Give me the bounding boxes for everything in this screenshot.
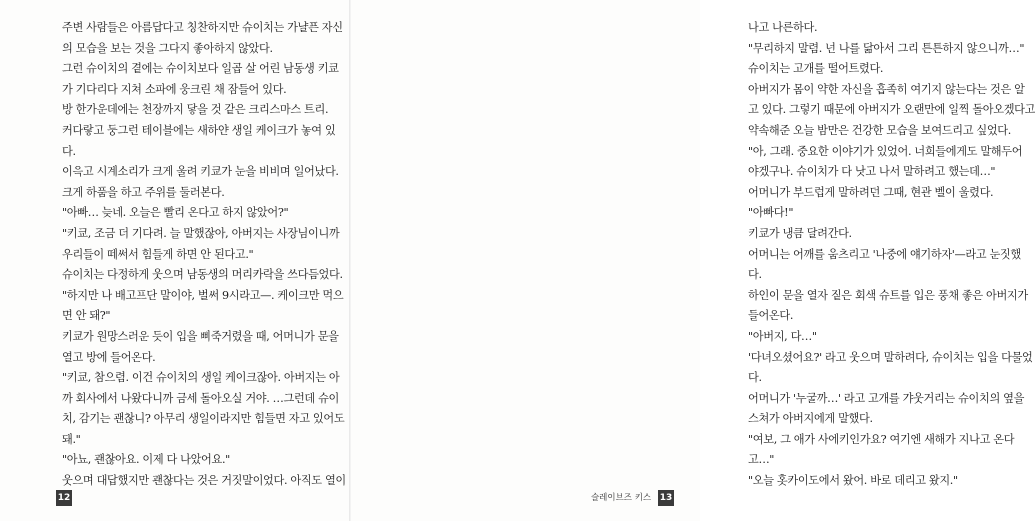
text-line: 고 있다. 그렇기 때문에 아버지가 오랜만에 일찍 돌아오겠다고 xyxy=(748,103,1035,117)
text-line: "무리하지 말렴. 넌 나를 닮아서 그리 튼튼하지 않으니까…" xyxy=(748,41,1025,55)
text-line: "여보, 그 애가 사에키인가요? 여기엔 새해가 지나고 온다 xyxy=(748,432,1015,446)
text-line: 어머니가 부드럽게 말하려던 그때, 현관 벨이 울렸다. xyxy=(748,185,994,199)
text-line: "오늘 홋카이도에서 왔어. 바로 데리고 왔지." xyxy=(748,474,958,488)
text-line: 까 회사에서 나왔다니까 금세 돌아오실 거야. …그런데 슈이 xyxy=(62,391,340,405)
text-line: 의 모습을 보는 것을 그다지 좋아하지 않았다. xyxy=(62,41,273,55)
text-line: 치, 감기는 괜찮니? 아무리 생일이라지만 힘들면 자고 있어도 xyxy=(62,412,345,426)
text-line: 들어온다. xyxy=(748,309,794,323)
text-line: "아빠다!" xyxy=(748,206,794,220)
text-line: 나고 나른하다. xyxy=(748,21,818,34)
text-line: 면 안 돼?" xyxy=(62,309,111,323)
text-line: 약속해준 오늘 밤만은 건강한 모습을 보여드리고 싶었다. xyxy=(748,123,1011,137)
text-line: 고…" xyxy=(748,453,775,467)
text-line: 슈이치는 다정하게 웃으며 남동생의 머리카락을 쓰다듬었다. xyxy=(62,268,343,282)
text-line: 아버지가 몸이 약한 자신을 흡족히 여기지 않는다는 것은 알 xyxy=(748,82,1025,96)
text-line: 크게 하품을 하고 주위를 둘러본다. xyxy=(62,185,225,199)
text-line: "하지만 나 배고프단 말이야, 벌써 9시라고—. 케이크만 먹으 xyxy=(62,288,344,302)
text-line: 가 기다리다 지쳐 소파에 웅크린 채 잠들어 있다. xyxy=(62,82,287,96)
text-line: 방 한가운데에는 천장까지 닿을 것 같은 크리스마스 트리. xyxy=(62,103,329,117)
text-line: 다. xyxy=(62,144,76,158)
text-line: 우리들이 떼써서 힘들게 하면 안 된다고." xyxy=(62,247,254,261)
text-line: 열고 방에 들어온다. xyxy=(62,350,156,364)
text-line: 웃으며 대답했지만 괜찮다는 것은 거짓말이었다. 아직도 열이 xyxy=(62,474,346,488)
text-line: "아뇨, 괜찮아요. 이제 다 나았어요." xyxy=(62,453,230,467)
text-line: "키쿄, 참으렴. 이건 슈이치의 생일 케이크잖아. 아버지는 아 xyxy=(62,371,340,385)
text-line: "아, 그래. 중요한 이야기가 있었어. 너희들에게도 말해두어 xyxy=(748,144,1023,158)
text-line: "아버지, 다…" xyxy=(748,329,817,343)
text-line: '다녀오셨어요?' 라고 웃으며 말하려다, 슈이치는 입을 다물었 xyxy=(748,350,1033,364)
text-line: 키쿄가 원망스러운 듯이 입을 삐죽거렸을 때, 어머니가 문을 xyxy=(62,329,339,343)
text-line: 스쳐가 아버지에게 말했다. xyxy=(748,412,873,426)
text-line: 슈이치는 고개를 떨어트렸다. xyxy=(748,62,884,76)
text-line: 야겠구나. 슈이치가 다 낫고 나서 말하려고 했는데…" xyxy=(748,165,996,179)
right-page-footer xyxy=(591,490,674,506)
text-line: 키쿄가 냉큼 달려간다. xyxy=(748,226,852,240)
right-page xyxy=(350,0,1035,521)
text-line: 이윽고 시계소리가 크게 울려 키쿄가 눈을 비비며 일어났다. xyxy=(62,165,339,179)
left-page xyxy=(0,0,350,521)
text-line: 어머니는 어깨를 움츠리고 '나중에 얘기하자'—라고 눈짓했 xyxy=(748,247,1021,261)
text-line: 주변 사람들은 아름답다고 칭찬하지만 슈이치는 가냘픈 자신 xyxy=(62,21,343,34)
text-line: 돼." xyxy=(62,432,81,446)
text-line: "아빠… 늦네. 오늘은 빨리 온다고 하지 않았어?" xyxy=(62,206,289,220)
right-page-text xyxy=(748,18,1035,492)
text-line: 다. xyxy=(748,371,762,385)
left-page-text xyxy=(62,18,346,492)
text-line: 그런 슈이치의 곁에는 슈이치보다 일곱 살 어린 남동생 키쿄 xyxy=(62,62,339,76)
text-line: "키쿄, 조금 더 기다려. 늘 말했잖아, 아버지는 사장님이니까 xyxy=(62,226,340,240)
text-line: 하인이 문을 열자 짙은 회색 슈트를 입은 풍채 좋은 아버지가 xyxy=(748,288,1028,302)
left-page-footer xyxy=(56,490,72,506)
text-line: 커다랗고 둥그런 테이블에는 새하얀 생일 케이크가 놓여 있 xyxy=(62,123,336,137)
right-page-number: 13 xyxy=(658,490,674,506)
left-page-number: 12 xyxy=(56,490,72,506)
text-line: 다. xyxy=(748,268,762,282)
book-title: 슬레이브즈 키스 xyxy=(590,493,652,503)
text-line: 어머니가 '누굴까…' 라고 고개를 갸웃거리는 슈이치의 옆을 xyxy=(748,391,1025,405)
